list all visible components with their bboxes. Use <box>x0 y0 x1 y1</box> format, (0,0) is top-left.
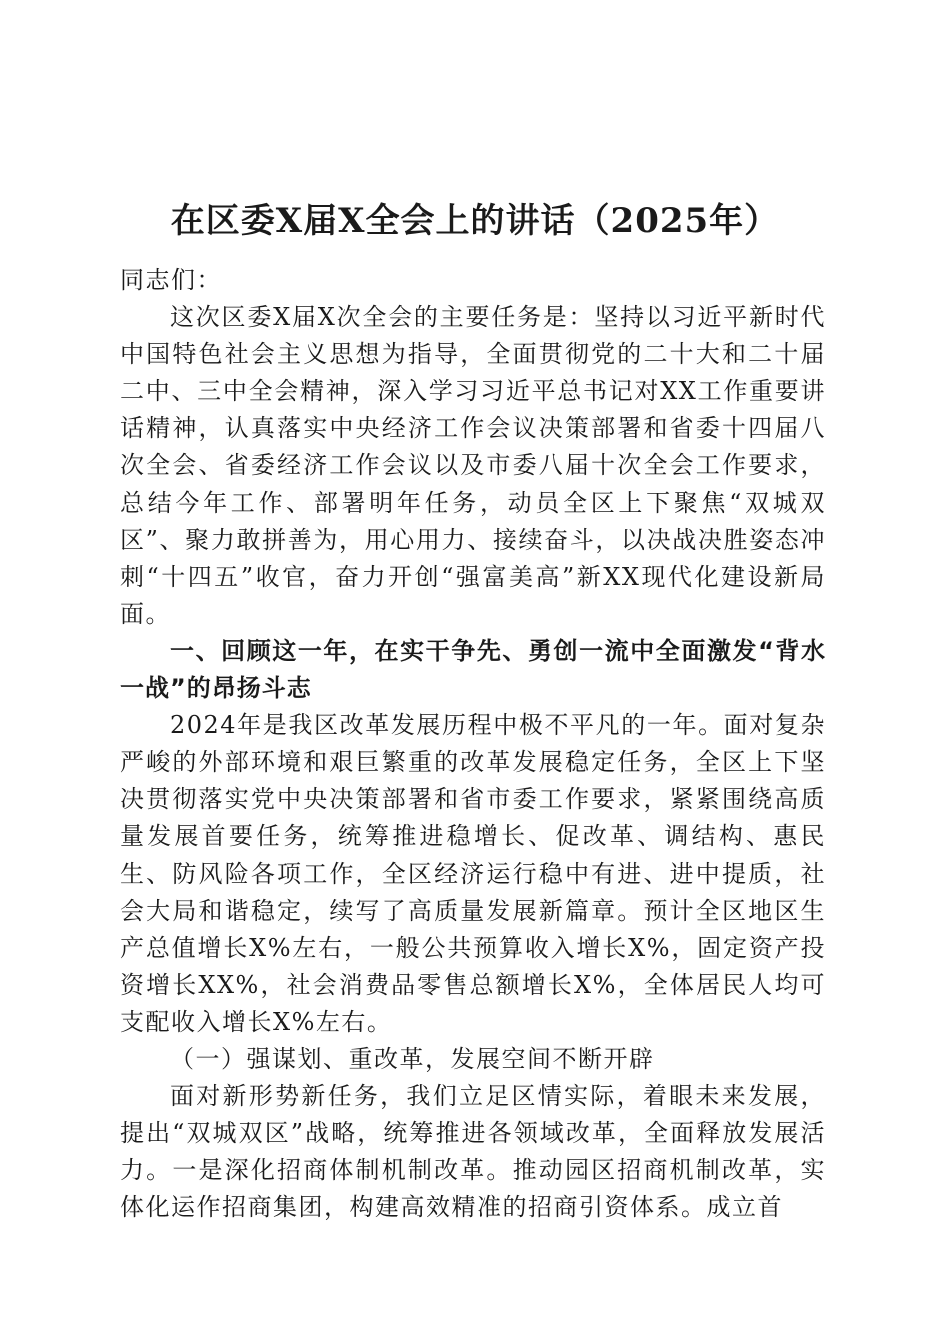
section-heading-1: 一、回顾这一年，在实干争先、勇创一流中全面激发“背水一战”的昂扬斗志 <box>120 636 826 703</box>
subsection-1-paragraph: 面对新形势新任务，我们立足区情实际，着眼未来发展，提出“双城双区”战略，统筹推进各领域改革，全面释放发展活力。一是深化招商体制机制改革。推动园区招商机制改革，实体化运作招商集团，构建高效精准的招商引资体系。成立首 <box>120 1082 826 1222</box>
document-title: 在区委X届X全会上的讲话（2025年） <box>170 201 780 241</box>
section-1-paragraph: 2024年是我区改革发展历程中极不平凡的一年。面对复杂严峻的外部环境和艰巨繁重的改革发展稳定任务，全区上下坚决贯彻落实党中央决策部署和省市委工作要求，紧紧围绕高质量发展首要任务，统筹推进稳增长、促改革、调结构、惠民生、防风险各项工作，全区经济运行稳中有进、进中提质，社会大局和谐稳定，续写了高质量发展新篇章。预计全区地区生产总值增长X%左右，一般公共预算收入增长X%，固定资产投资增长XX%，社会消费品零售总额增长X%，全体居民人均可支配收入增长X%左右。 <box>120 711 826 1036</box>
subsection-heading-1: （一）强谋划、重改革，发展空间不断开辟 <box>170 1044 655 1073</box>
intro-paragraph: 这次区委X届X次全会的主要任务是：坚持以习近平新时代中国特色社会主义思想为指导，全面贯彻党的二十大和二十届二中、三中全会精神，深入学习习近平总书记对XX工作重要讲话精神，认真落实中央经济工作会议决策部署和省委十四届八次全会、省委经济工作会议以及市委八届十次全会工作要求，总结今年工作、部署明年任务，动员全区上下聚焦“双城双区”、聚力敢拼善为，用心用力、接续奋斗，以决战决胜姿态冲刺“十四五”收官，奋力开创“强富美高”新XX现代化建设新局面。 <box>120 303 826 628</box>
salutation: 同志们： <box>120 266 222 294</box>
document-body <box>120 262 826 1226</box>
